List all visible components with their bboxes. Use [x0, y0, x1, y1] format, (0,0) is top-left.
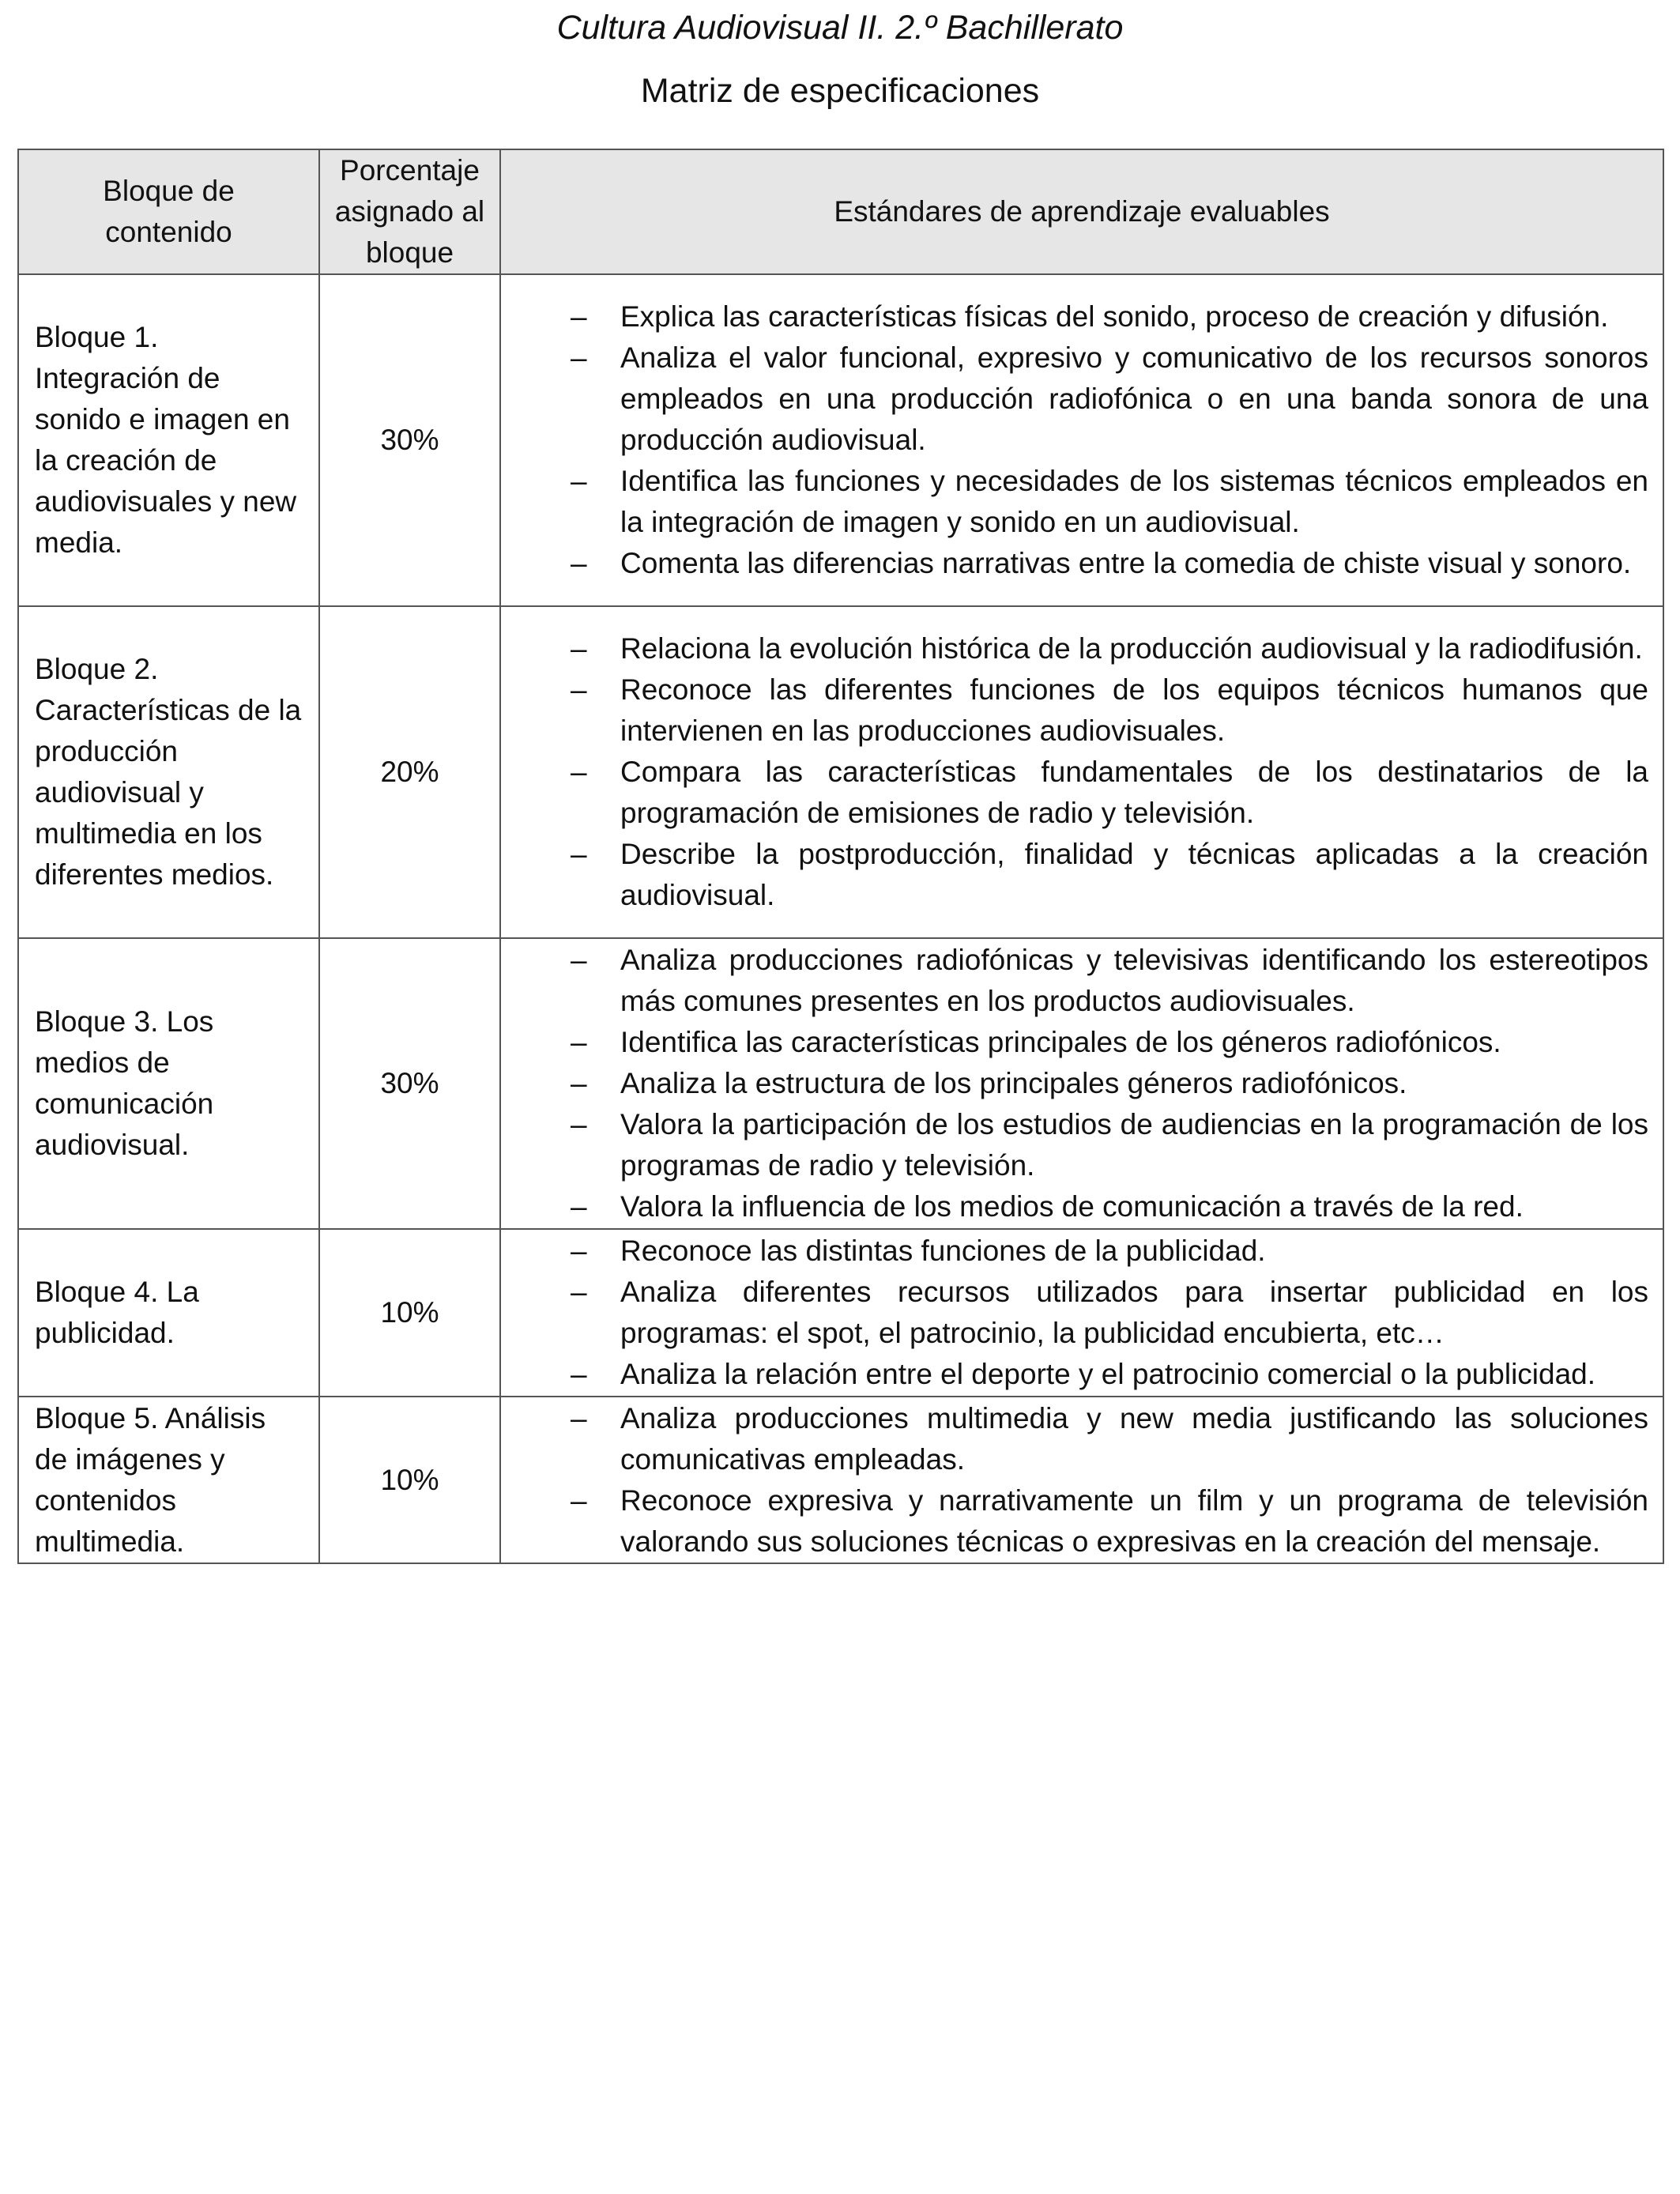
standards-list: [501, 1398, 1648, 1563]
standard-item: – Analiza producciones radiofónicas y televisivas identificando los estereotipos más comunes presentes en los productos audiovisuales.: [501, 940, 1648, 1022]
dash-bullet: –: [571, 341, 587, 374]
table-row: [18, 274, 1663, 606]
standards-list: [501, 940, 1648, 1227]
percent-cell: 30%: [319, 938, 500, 1229]
block-cell: Bloque 2. Características de la producción audiovisual y multimedia en los diferentes medios.: [18, 606, 319, 938]
standards-cell: [500, 606, 1663, 938]
table-row: [18, 1229, 1663, 1397]
standard-item: – Identifica las funciones y necesidades de los sistemas técnicos empleados en la integración de imagen y sonido en un audiovisual.: [501, 461, 1648, 543]
dash-bullet: –: [571, 838, 587, 870]
dash-bullet: –: [571, 1026, 587, 1058]
standard-item: – Analiza el valor funcional, expresivo y comunicativo de los recursos sonoros empleados en una producción radiofónica o en una banda sonora de una producción audiovisual.: [501, 337, 1648, 461]
dash-bullet: –: [571, 1358, 587, 1390]
standard-item: – Relaciona la evolución histórica de la producción audiovisual y la radiodifusión.: [501, 628, 1648, 669]
percent-cell: 10%: [319, 1229, 500, 1397]
header-standards: Estándares de aprendizaje evaluables: [500, 149, 1663, 274]
standard-item: – Valora la participación de los estudios de audiencias en la programación de los programas de radio y televisión.: [501, 1104, 1648, 1186]
block-cell: Bloque 4. La publicidad.: [18, 1229, 319, 1397]
standards-cell: [500, 1229, 1663, 1397]
block-cell: Bloque 3. Los medios de comunicación audiovisual.: [18, 938, 319, 1229]
percent-cell: 30%: [319, 274, 500, 606]
standard-item: – Analiza diferentes recursos utilizados para insertar publicidad en los programas: el spot, el patrocinio, la publicidad encubierta, etc…: [501, 1272, 1648, 1354]
block-cell: Bloque 5. Análisis de imágenes y contenidos multimedia.: [18, 1397, 319, 1563]
dash-bullet: –: [571, 632, 587, 665]
table-row: [18, 1397, 1663, 1563]
standard-item: – Reconoce las diferentes funciones de los equipos técnicos humanos que intervienen en las producciones audiovisuales.: [501, 669, 1648, 752]
dash-bullet: –: [571, 1235, 587, 1267]
standard-item: – Identifica las características principales de los géneros radiofónicos.: [501, 1022, 1648, 1063]
header-percent: Porcentaje asignado al bloque: [319, 149, 500, 274]
header-block: Bloque de contenido: [18, 149, 319, 274]
dash-bullet: –: [571, 1067, 587, 1099]
document-subtitle: Matriz de especificaciones: [640, 72, 1040, 110]
standard-item: – Explica las características físicas del sonido, proceso de creación y difusión.: [501, 296, 1648, 337]
table-row: [18, 606, 1663, 938]
dash-bullet: –: [571, 1190, 587, 1223]
dash-bullet: –: [571, 1483, 587, 1517]
standard-item: – Analiza la relación entre el deporte y el patrocinio comercial o la publicidad.: [501, 1354, 1648, 1395]
dash-bullet: –: [571, 300, 587, 333]
percent-cell: 10%: [319, 1397, 500, 1563]
standard-item: – Reconoce las distintas funciones de la publicidad.: [501, 1231, 1648, 1272]
document-title: Cultura Audiovisual II. 2.º Bachillerato: [556, 9, 1124, 47]
standard-item: – Reconoce expresiva y narrativamente un film y un programa de televisión valorando sus soluciones técnicas o expresivas en la creación del mensaje.: [501, 1480, 1648, 1563]
standard-item: – Analiza producciones multimedia y new media justificando las soluciones comunicativas empleadas.: [501, 1398, 1648, 1480]
standard-item: – Describe la postproducción, finalidad y técnicas aplicadas a la creación audiovisual.: [501, 834, 1648, 916]
dash-bullet: –: [571, 1276, 587, 1308]
standard-item: – Comenta las diferencias narrativas entre la comedia de chiste visual y sonoro.: [501, 543, 1648, 584]
dash-bullet: –: [571, 547, 587, 579]
dash-bullet: –: [571, 1401, 587, 1434]
standard-item: – Valora la influencia de los medios de comunicación a través de la red.: [501, 1186, 1648, 1227]
standards-list: [501, 1231, 1648, 1395]
dash-bullet: –: [571, 1108, 587, 1140]
standards-list: [501, 628, 1648, 916]
standard-item: – Analiza la estructura de los principales géneros radiofónicos.: [501, 1063, 1648, 1104]
standards-cell: [500, 1397, 1663, 1563]
table-header-row: [18, 149, 1663, 274]
dash-bullet: –: [571, 756, 587, 788]
dash-bullet: –: [571, 465, 587, 497]
block-cell: Bloque 1. Integración de sonido e imagen en la creación de audiovisuales y new media.: [18, 274, 319, 606]
standards-list: [501, 296, 1648, 584]
dash-bullet: –: [571, 673, 587, 706]
percent-cell: 20%: [319, 606, 500, 938]
specifications-matrix: [17, 149, 1664, 1564]
dash-bullet: –: [571, 944, 587, 976]
standards-cell: [500, 274, 1663, 606]
standard-item: – Compara las características fundamentales de los destinatarios de la programación de emisiones de radio y televisión.: [501, 752, 1648, 834]
standards-cell: [500, 938, 1663, 1229]
table-row: [18, 938, 1663, 1229]
